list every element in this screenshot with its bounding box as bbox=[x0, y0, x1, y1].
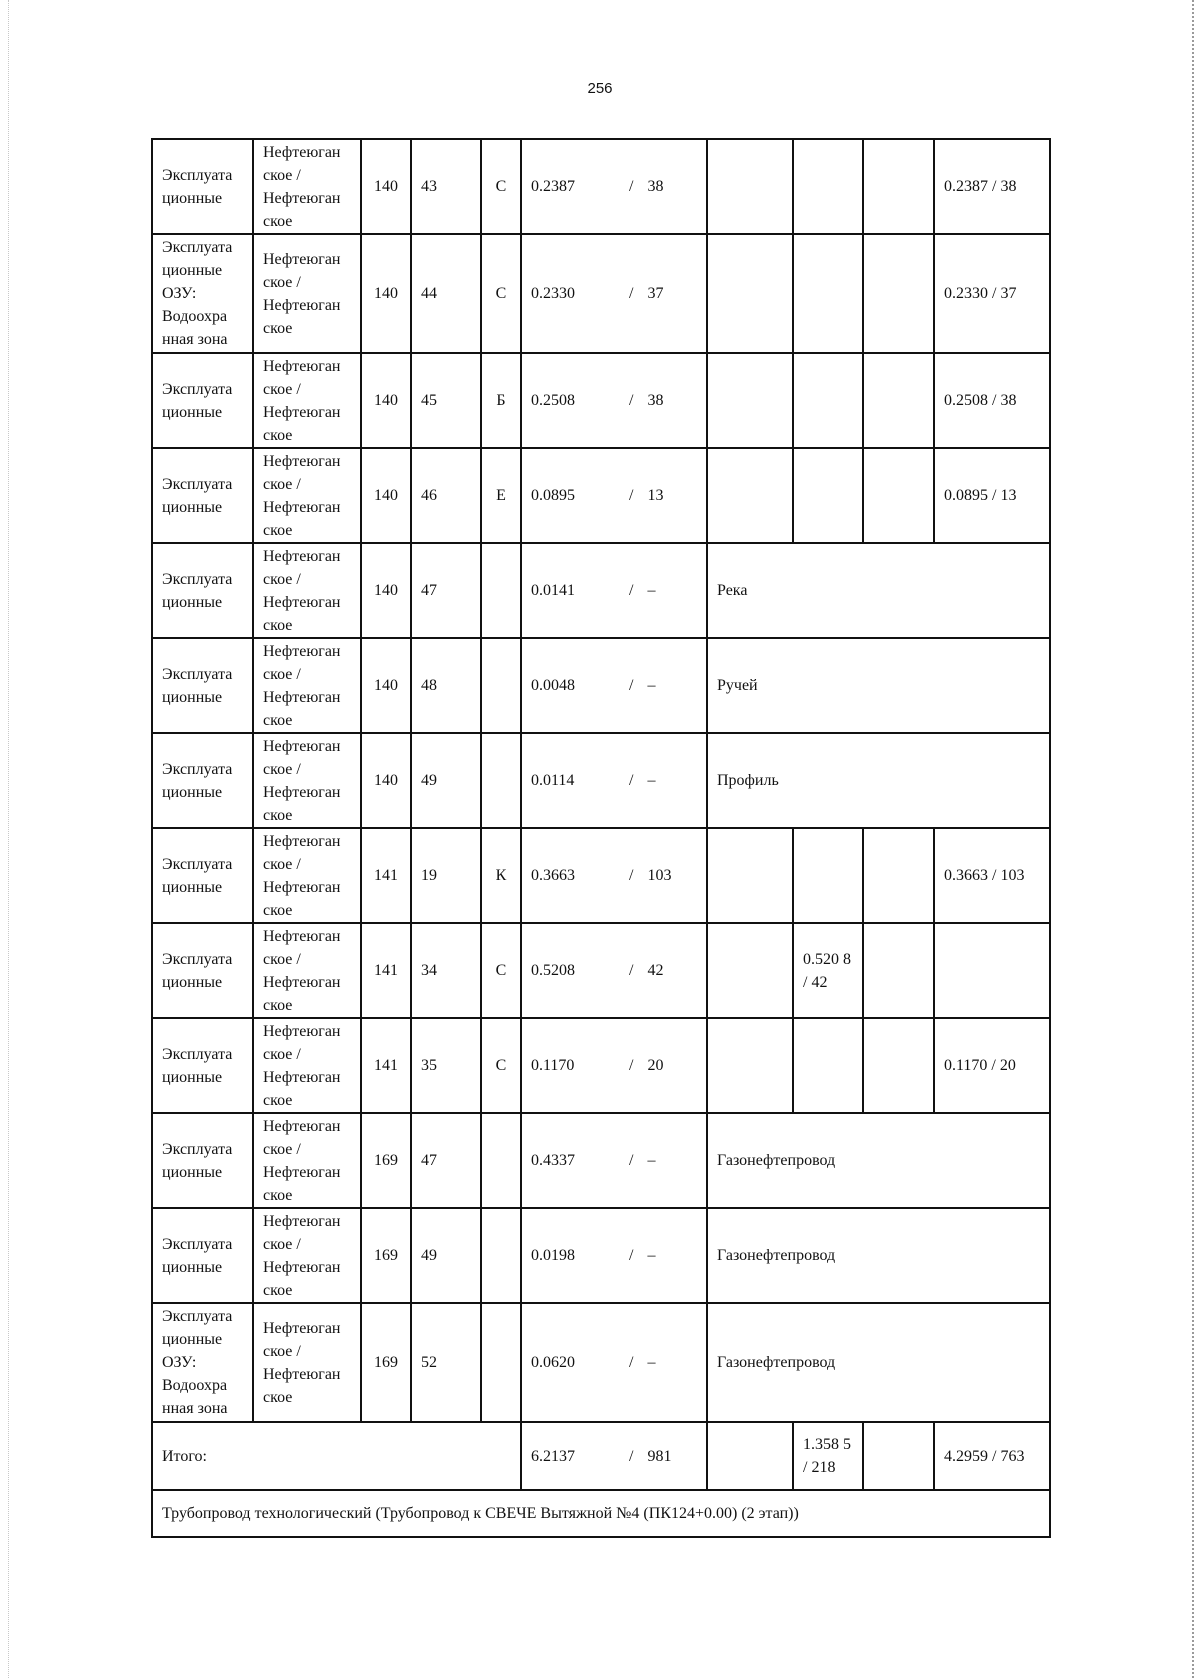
area-value: 0.3663 bbox=[531, 867, 575, 884]
col-9-cell: 0.1170 / 20 bbox=[934, 1018, 1050, 1113]
area-value: 0.2508 bbox=[531, 392, 575, 409]
count-value: 13 bbox=[647, 487, 664, 504]
area-value: 0.0198 bbox=[531, 1247, 575, 1264]
table-row bbox=[152, 448, 1050, 543]
kvartal-cell: 140 bbox=[361, 733, 411, 828]
col-8-cell bbox=[863, 828, 934, 923]
forestry-cell: Нефтеюган ское / Нефтеюган ское bbox=[253, 1018, 361, 1113]
land-category-cell: Эксплуата ционные bbox=[152, 733, 253, 828]
count-value: – bbox=[647, 1247, 656, 1264]
category-code-cell: Б bbox=[481, 353, 521, 448]
kvartal-cell: 140 bbox=[361, 448, 411, 543]
land-category-cell: Эксплуата ционные bbox=[152, 1018, 253, 1113]
table-row bbox=[152, 1018, 1050, 1113]
area-value: 0.1170 bbox=[531, 1057, 575, 1074]
col-6-cell bbox=[707, 139, 793, 234]
category-code-cell bbox=[481, 638, 521, 733]
area-value: 0.2387 bbox=[531, 178, 575, 195]
land-category-cell: Эксплуата ционные bbox=[152, 1113, 253, 1208]
area-value: 0.0141 bbox=[531, 582, 575, 599]
forestry-cell: Нефтеюган ское / Нефтеюган ское bbox=[253, 733, 361, 828]
count-value: 38 bbox=[647, 392, 664, 409]
table-body bbox=[152, 139, 1050, 1537]
count-value: 20 bbox=[647, 1057, 664, 1074]
total-area-count-cell: 6.2137 / 981 bbox=[521, 1422, 707, 1490]
category-code-cell bbox=[481, 543, 521, 638]
col-9-cell: 0.2387 / 38 bbox=[934, 139, 1050, 234]
area-count-cell: 0.0048 / – bbox=[521, 638, 707, 733]
table-row bbox=[152, 828, 1050, 923]
note-cell: Газонефтепровод bbox=[707, 1113, 1050, 1208]
total-row bbox=[152, 1422, 1050, 1490]
land-category-cell: Эксплуата ционные ОЗУ: Водоохра нная зона bbox=[152, 1303, 253, 1422]
vydel-cell: 44 bbox=[411, 234, 481, 353]
table-row bbox=[152, 139, 1050, 234]
kvartal-cell: 141 bbox=[361, 1018, 411, 1113]
vydel-cell: 46 bbox=[411, 448, 481, 543]
page-number: 256 bbox=[587, 80, 613, 97]
table-row bbox=[152, 1113, 1050, 1208]
count-value: 37 bbox=[647, 285, 664, 302]
kvartal-cell: 140 bbox=[361, 139, 411, 234]
total-col-7-cell: 1.358 5 / 218 bbox=[793, 1422, 863, 1490]
land-category-cell: Эксплуата ционные bbox=[152, 139, 253, 234]
vydel-cell: 52 bbox=[411, 1303, 481, 1422]
total-col-8-cell bbox=[863, 1422, 934, 1490]
kvartal-cell: 141 bbox=[361, 828, 411, 923]
vydel-cell: 34 bbox=[411, 923, 481, 1018]
scan-edge-left bbox=[8, 0, 13, 1678]
area-count-cell: 0.0141 / – bbox=[521, 543, 707, 638]
forestry-cell: Нефтеюган ское / Нефтеюган ское bbox=[253, 923, 361, 1018]
col-7-cell bbox=[793, 139, 863, 234]
category-code-cell bbox=[481, 1303, 521, 1422]
vydel-cell: 48 bbox=[411, 638, 481, 733]
category-code-cell bbox=[481, 1113, 521, 1208]
note-cell: Ручей bbox=[707, 638, 1050, 733]
count-value: – bbox=[647, 582, 656, 599]
note-cell: Газонефтепровод bbox=[707, 1303, 1050, 1422]
area-count-cell: 0.2508 / 38 bbox=[521, 353, 707, 448]
area-value: 0.0114 bbox=[531, 772, 575, 789]
area-count-cell: 0.5208 / 42 bbox=[521, 923, 707, 1018]
kvartal-cell: 140 bbox=[361, 234, 411, 353]
col-6-cell bbox=[707, 448, 793, 543]
count-value: 42 bbox=[647, 962, 664, 979]
area-count-cell: 0.2387 / 38 bbox=[521, 139, 707, 234]
col-7-cell: 0.520 8 / 42 bbox=[793, 923, 863, 1018]
col-8-cell bbox=[863, 448, 934, 543]
forestry-cell: Нефтеюган ское / Нефтеюган ское bbox=[253, 234, 361, 353]
col-8-cell bbox=[863, 139, 934, 234]
col-8-cell bbox=[863, 234, 934, 353]
col-7-cell bbox=[793, 448, 863, 543]
kvartal-cell: 140 bbox=[361, 638, 411, 733]
count-value: – bbox=[647, 1152, 656, 1169]
total-col-6-cell bbox=[707, 1422, 793, 1490]
area-value: 0.0895 bbox=[531, 487, 575, 504]
forestry-cell: Нефтеюган ское / Нефтеюган ское bbox=[253, 1303, 361, 1422]
category-code-cell: Е bbox=[481, 448, 521, 543]
category-code-cell: К bbox=[481, 828, 521, 923]
kvartal-cell: 169 bbox=[361, 1303, 411, 1422]
area-value: 0.4337 bbox=[531, 1152, 575, 1169]
col-8-cell bbox=[863, 353, 934, 448]
section-heading: Трубопровод технологический (Трубопровод к СВЕЧЕ Вытяжной №4 (ПК124+0.00) (2 этап)) bbox=[152, 1490, 1050, 1537]
kvartal-cell: 141 bbox=[361, 923, 411, 1018]
table-row bbox=[152, 923, 1050, 1018]
forestry-cell: Нефтеюган ское / Нефтеюган ское bbox=[253, 353, 361, 448]
count-value: 981 bbox=[647, 1447, 672, 1465]
note-cell: Профиль bbox=[707, 733, 1050, 828]
col-7-cell bbox=[793, 828, 863, 923]
note-cell: Газонефтепровод bbox=[707, 1208, 1050, 1303]
col-6-cell bbox=[707, 923, 793, 1018]
vydel-cell: 43 bbox=[411, 139, 481, 234]
forestry-cell: Нефтеюган ское / Нефтеюган ское bbox=[253, 828, 361, 923]
col-9-cell bbox=[934, 923, 1050, 1018]
area-count-cell: 0.1170 / 20 bbox=[521, 1018, 707, 1113]
col-9-cell: 0.2330 / 37 bbox=[934, 234, 1050, 353]
area-count-cell: 0.0114 / – bbox=[521, 733, 707, 828]
land-category-cell: Эксплуата ционные ОЗУ: Водоохра нная зона bbox=[152, 234, 253, 353]
section-heading-row bbox=[152, 1490, 1050, 1537]
area-count-cell: 0.2330 / 37 bbox=[521, 234, 707, 353]
col-9-cell: 0.3663 / 103 bbox=[934, 828, 1050, 923]
forestry-cell: Нефтеюган ское / Нефтеюган ское bbox=[253, 139, 361, 234]
col-6-cell bbox=[707, 828, 793, 923]
vydel-cell: 45 bbox=[411, 353, 481, 448]
area-count-cell: 0.3663 / 103 bbox=[521, 828, 707, 923]
forestry-cell: Нефтеюган ское / Нефтеюган ское bbox=[253, 448, 361, 543]
area-value: 0.2330 bbox=[531, 285, 575, 302]
count-value: 38 bbox=[647, 178, 664, 195]
col-8-cell bbox=[863, 1018, 934, 1113]
kvartal-cell: 140 bbox=[361, 353, 411, 448]
col-7-cell bbox=[793, 1018, 863, 1113]
forest-land-table bbox=[151, 138, 1051, 1538]
category-code-cell: С bbox=[481, 1018, 521, 1113]
category-code-cell: С bbox=[481, 234, 521, 353]
note-cell: Река bbox=[707, 543, 1050, 638]
forestry-cell: Нефтеюган ское / Нефтеюган ское bbox=[253, 1113, 361, 1208]
area-value: 0.5208 bbox=[531, 962, 575, 979]
table-row bbox=[152, 1303, 1050, 1422]
kvartal-cell: 169 bbox=[361, 1113, 411, 1208]
vydel-cell: 47 bbox=[411, 543, 481, 638]
land-category-cell: Эксплуата ционные bbox=[152, 543, 253, 638]
land-category-cell: Эксплуата ционные bbox=[152, 828, 253, 923]
area-value: 0.0048 bbox=[531, 677, 575, 694]
area-count-cell: 0.0620 / – bbox=[521, 1303, 707, 1422]
col-7-cell bbox=[793, 353, 863, 448]
area-count-cell: 0.0198 / – bbox=[521, 1208, 707, 1303]
col-9-cell: 0.2508 / 38 bbox=[934, 353, 1050, 448]
count-value: – bbox=[647, 772, 656, 789]
vydel-cell: 47 bbox=[411, 1113, 481, 1208]
count-value: – bbox=[647, 1354, 656, 1371]
forestry-cell: Нефтеюган ское / Нефтеюган ское bbox=[253, 543, 361, 638]
col-8-cell bbox=[863, 923, 934, 1018]
land-category-cell: Эксплуата ционные bbox=[152, 923, 253, 1018]
land-category-cell: Эксплуата ционные bbox=[152, 448, 253, 543]
table-row bbox=[152, 638, 1050, 733]
forestry-cell: Нефтеюган ское / Нефтеюган ское bbox=[253, 638, 361, 733]
kvartal-cell: 169 bbox=[361, 1208, 411, 1303]
vydel-cell: 49 bbox=[411, 733, 481, 828]
category-code-cell: С bbox=[481, 923, 521, 1018]
vydel-cell: 19 bbox=[411, 828, 481, 923]
col-6-cell bbox=[707, 1018, 793, 1113]
category-code-cell: С bbox=[481, 139, 521, 234]
count-value: – bbox=[647, 677, 656, 694]
total-label: Итого: bbox=[152, 1422, 521, 1490]
land-category-cell: Эксплуата ционные bbox=[152, 638, 253, 733]
forestry-cell: Нефтеюган ское / Нефтеюган ское bbox=[253, 1208, 361, 1303]
vydel-cell: 49 bbox=[411, 1208, 481, 1303]
category-code-cell bbox=[481, 1208, 521, 1303]
table-row bbox=[152, 543, 1050, 638]
total-col-9-cell: 4.2959 / 763 bbox=[934, 1422, 1050, 1490]
vydel-cell: 35 bbox=[411, 1018, 481, 1113]
table-row bbox=[152, 234, 1050, 353]
land-category-cell: Эксплуата ционные bbox=[152, 353, 253, 448]
category-code-cell bbox=[481, 733, 521, 828]
kvartal-cell: 140 bbox=[361, 543, 411, 638]
col-9-cell: 0.0895 / 13 bbox=[934, 448, 1050, 543]
land-category-cell: Эксплуата ционные bbox=[152, 1208, 253, 1303]
table-row bbox=[152, 733, 1050, 828]
area-value: 0.0620 bbox=[531, 1354, 575, 1371]
table-row bbox=[152, 353, 1050, 448]
count-value: 103 bbox=[647, 867, 672, 884]
col-6-cell bbox=[707, 353, 793, 448]
col-7-cell bbox=[793, 234, 863, 353]
scan-edge-right bbox=[1188, 0, 1194, 1678]
area-count-cell: 0.0895 / 13 bbox=[521, 448, 707, 543]
area-count-cell: 0.4337 / – bbox=[521, 1113, 707, 1208]
table-row bbox=[152, 1208, 1050, 1303]
area-value: 6.2137 bbox=[531, 1447, 575, 1465]
col-6-cell bbox=[707, 234, 793, 353]
